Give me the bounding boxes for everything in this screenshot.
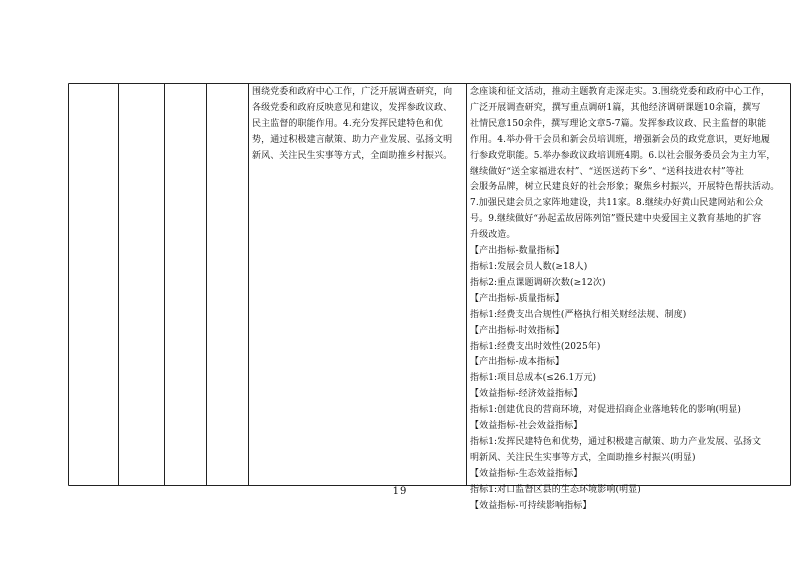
indicator-line: 明新风、关注民生实事等方式，全面助推乡村振兴(明显): [470, 452, 696, 463]
text-line: 念座谈和征文活动，推动主题教育走深走实。3.围绕党委和政府中心工作，: [470, 87, 770, 97]
section-heading: 【产出指标-成本指标】: [470, 357, 565, 368]
section-heading: 【效益指标-社会效益指标】: [470, 421, 583, 432]
text-line: 作用。4.举办骨干会员和新会员培训班，增强新会员的政党意识，更好地履: [470, 134, 770, 145]
section-heading: 【效益指标-经济效益指标】: [470, 389, 583, 400]
section-heading: 【产出指标-时效指标】: [470, 325, 565, 336]
indicator-line: 指标2:重点课题调研次数(≥12次): [470, 277, 606, 288]
indicator-line: 指标1:发挥民建特色和优势，通过积极建言献策、助力产业发展、弘扬文: [470, 436, 762, 447]
text-line: 升级改造。: [470, 230, 516, 241]
table-cell-indicators: [470, 85, 788, 514]
text-line: 势，通过积极建言献策、助力产业发展、弘扬文明: [252, 134, 453, 145]
indicator-line: 指标1:经费支出时效性(2025年): [470, 341, 601, 352]
text-line: 社情民意150余件，撰写理论文章5-7篇。发挥参政议政、民主监督的职能: [470, 118, 767, 129]
indicator-line: 指标1:经费支出合规性(严格执行相关财经法规、制度): [470, 309, 687, 320]
text-line: 广泛开展调查研究，撰写重点调研1篇，其他经济调研课题10余篇，撰写: [470, 102, 761, 113]
text-line: 民主监督的职能作用。4.充分发挥民建特色和优: [252, 118, 443, 129]
text-line: 各级党委和政府反映意见和建议，发挥参政议政、: [252, 102, 453, 113]
text-line: 围绕党委和政府中心工作，广泛开展调查研究，向: [252, 87, 453, 97]
section-heading: 【产出指标-数量指标】: [470, 246, 565, 257]
indicator-line: 指标1:项目总成本(≤26.1万元): [470, 373, 597, 384]
table-cell-target-description: [252, 85, 466, 165]
text-line: 号。9.继续做好“孙起孟故居陈列馆”暨民建中央爱国主义教育基地的扩容: [470, 214, 762, 225]
indicator-line: 指标1:发展会员人数(≥18人): [470, 261, 588, 272]
page-number: 19: [392, 486, 408, 497]
section-heading: 【效益指标-生态效益指标】: [470, 468, 583, 479]
section-heading: 【产出指标-质量指标】: [470, 293, 565, 304]
text-line: 会服务品牌，树立民建良好的社会形象；聚焦乡村振兴，开展特色帮扶活动。: [470, 182, 780, 193]
text-line: 继续做好“送全家福进农村”、“送医送药下乡”、“送科技进农村”等社: [470, 166, 744, 177]
indicator-line: 指标1:创建优良的营商环境，对促进招商企业落地转化的影响(明显): [470, 405, 741, 416]
text-line: 新风、关注民生实事等方式，全面助推乡村振兴。: [252, 150, 453, 161]
text-line: 7.加强民建会员之家阵地建设，共11家。8.继续办好黄山民建网站和公众: [470, 198, 764, 209]
section-heading: 【效益指标-可持续影响指标】: [470, 500, 592, 511]
indicator-line: 指标1:对口监督区县的生态环境影响(明显): [470, 484, 641, 495]
text-line: 行参政党职能。5.举办参政议政培训班4期。6.以社会服务委员会为主力军，: [470, 150, 776, 161]
